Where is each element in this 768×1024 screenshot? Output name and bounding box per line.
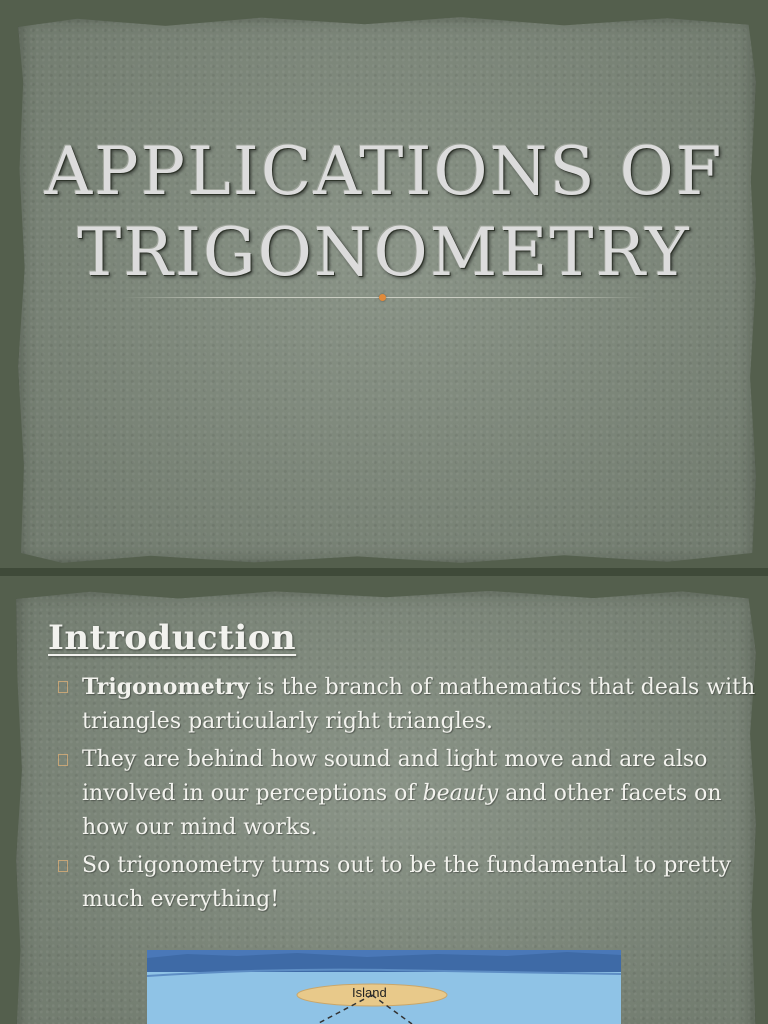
- slide-separator: [0, 568, 768, 576]
- bullet-list: [58, 670, 758, 921]
- bullet-bold-term: Trigonometry: [82, 674, 250, 700]
- island-diagram: [147, 950, 621, 1024]
- title-line-2: TRIGONOMETRY: [77, 213, 691, 291]
- bullet-italic-term: beauty: [422, 781, 499, 806]
- bullet-icon: [58, 754, 68, 766]
- slide-heading: Introduction: [48, 618, 297, 658]
- island-label: Island: [352, 985, 387, 1000]
- bullet-item: [58, 670, 758, 739]
- slide-title: [0, 132, 768, 293]
- bullet-text: So trigonometry turns out to be the fundamental to pretty much everything!: [82, 853, 732, 912]
- bullet-text: They are behind how sound and light move and are also involved in our perceptions of: [82, 747, 708, 806]
- bullet-text: and other facets on how our mind works.: [82, 781, 722, 840]
- bullet-text: is the branch of mathematics that deals with triangles particularly right triangles.: [82, 675, 756, 734]
- bullet-icon: [58, 860, 68, 872]
- bullet-item: [58, 743, 758, 845]
- bullet-icon: [58, 681, 68, 693]
- title-line-1: APPLICATIONS OF: [44, 133, 724, 210]
- bullet-item: [58, 849, 758, 917]
- title-divider-dot: [379, 294, 386, 301]
- introduction-slide: [0, 576, 768, 1024]
